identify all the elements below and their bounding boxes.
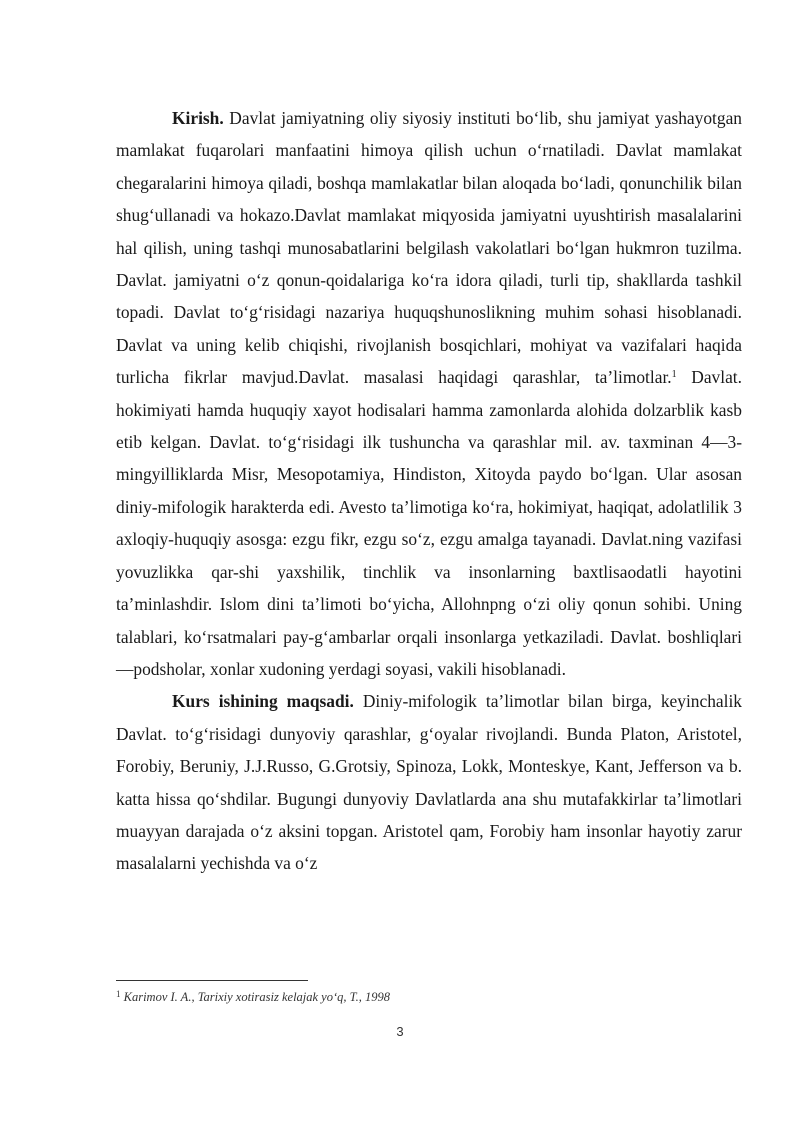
document-body [116, 102, 742, 880]
intro-text-part-1: Davlat jamiyatning oliy siyosiy instituti bo‘lib, shu jamiyat yashayotgan mamlakat fuqarolari manfaatini himoya qilish uchun o‘rnatiladi. Davlat mamlakat chegaralarini himoya qiladi, boshqa mamlakatlar bilan aloqada bo‘ladi, qonunchilik bilan shug‘ullanadi va hokazo.Davlat mamlakat miqyosida jamiyatni uyushtirish masalalarini hal qilish, uning tashqi munosabatlarini belgilash vakolatlari bo‘lgan hukmron tuzilma. Davlat. jamiyatni o‘z qonun-qoidalariga ko‘ra idora qiladi, turli tip, shakllarda tashkil topadi. Davlat to‘g‘risidagi nazariya huquqshunoslikning muhim sohasi hisoblanadi. Davlat va uning kelib chiqishi, rivojlanish bosqichlari, mohiyat va vazifalari haqida turlicha fikrlar mavjud.Davlat. masalasi haqidagi qarashlar, ta’limotlar. [116, 108, 742, 388]
footnote-marker: 1 [116, 989, 121, 999]
footnote [116, 989, 390, 1005]
footnote-reference[interactable]: 1 [671, 369, 677, 381]
goal-text: Diniy-mifologik ta’limotlar bilan birga, keyinchalik Davlat. to‘g‘risidagi dunyoviy qarashlar, g‘oyalar rivojlandi. Bunda Platon, Aristotel, Forobiy, Beruniy, J.J.Russo, G.Grotsiy, Spinoza, Lokk, Monteskye, Kant, Jefferson va b. katta hissa qo‘shdilar. Bugungi dunyoviy Davlatlarda ana shu mutafakkirlar ta’limotlari muayyan darajada o‘z aksini topgan. Aristotel qam, Forobiy ham insonlar hayotiy zarur masalalarni yechishda va o‘z [116, 691, 742, 874]
intro-text-part-2: Davlat. hokimiyati hamda huquqiy xayot hodisalari hamma zamonlarda alohida dolzarblik kasb etib kelgan. Davlat. to‘g‘risidagi ilk tushuncha va qarashlar mil. av. taxminan 4—3-mingyilliklarda Misr, Mesopotamiya, Hindiston, Xitoyda paydo bo‘lgan. Ular asosan diniy-mifologik harakterda edi. Avesto ta’limotiga ko‘ra, hokimiyat, haqiqat, adolatlilik 3 axloqiy-huquqiy asosga: ezgu fikr, ezgu so‘z, ezgu amalga tayanadi. Davlat.ning vazifasi yovuzlikka qar-shi yaxshilik, tinchlik va insonlarning baxtlisaodatli hayotini ta’minlashdir. Islom dini ta’limoti bo‘yicha, Allohnpng o‘zi oliy qonun sohibi. Uning talablari, ko‘rsatmalari pay-g‘ambarlar orqali insonlarga yetkaziladi. Davlat. boshliqlari—podsholar, xonlar xudoning yerdagi soyasi, vakili hisoblanadi. [116, 367, 742, 679]
footnote-separator [116, 980, 308, 981]
intro-heading: Kirish. [172, 108, 224, 128]
footnote-text: Karimov I. A., Tarixiy xotirasiz kelajak yo‘q, T., 1998 [120, 990, 391, 1004]
page-number: 3 [396, 1024, 404, 1039]
goal-paragraph [116, 685, 742, 879]
intro-paragraph [116, 102, 742, 685]
goal-heading: Kurs ishining maqsadi. [172, 691, 354, 712]
